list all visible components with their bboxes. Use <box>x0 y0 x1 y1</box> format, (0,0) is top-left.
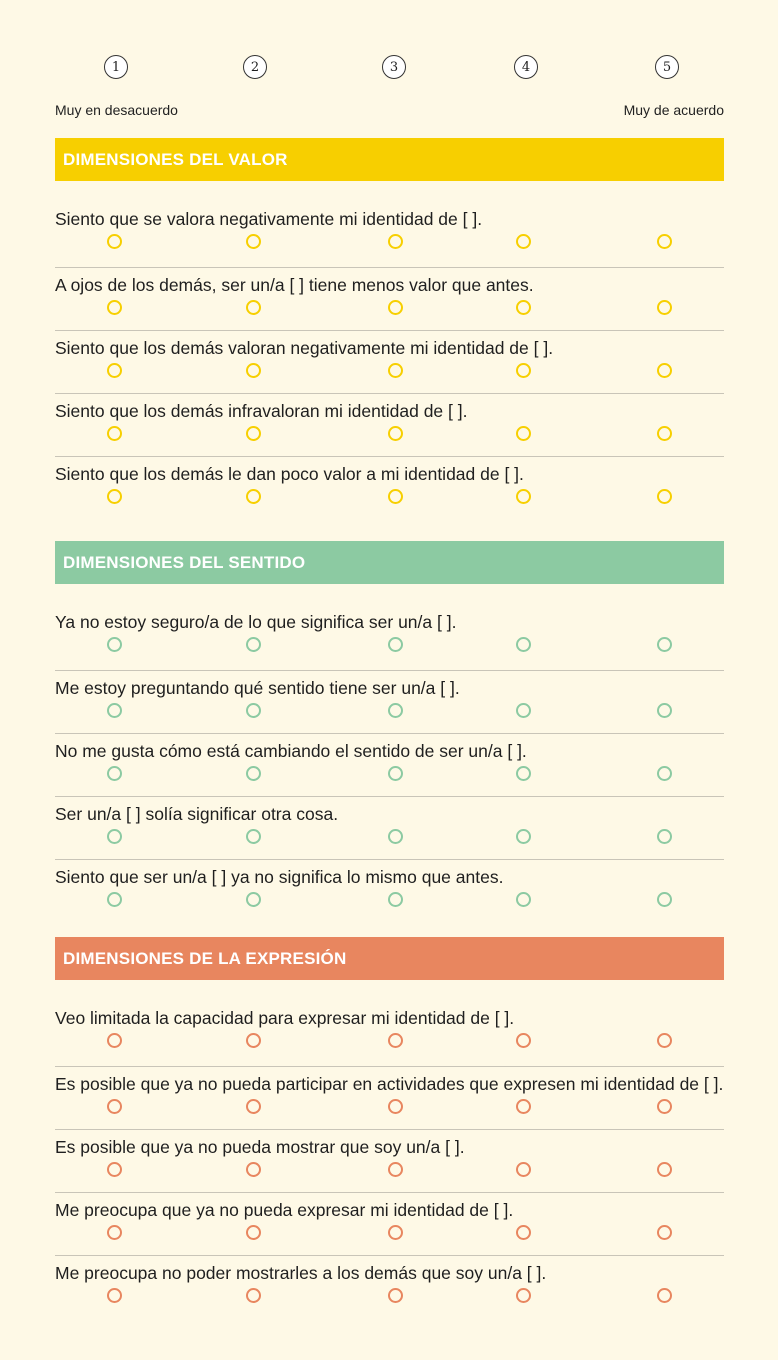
response-radio-4[interactable] <box>516 363 531 378</box>
scale-left-anchor: Muy en desacuerdo <box>55 102 178 118</box>
response-radio-5[interactable] <box>657 234 672 249</box>
response-radio-1[interactable] <box>107 1033 122 1048</box>
scale-point-3: 3 <box>382 55 406 79</box>
response-radio-3[interactable] <box>388 300 403 315</box>
response-radio-4[interactable] <box>516 892 531 907</box>
response-radio-3[interactable] <box>388 426 403 441</box>
question-row <box>55 608 724 670</box>
question-text: Veo limitada la capacidad para expresar mi identidad de [ ]. <box>55 1008 515 1028</box>
response-radio-2[interactable] <box>246 489 261 504</box>
response-radio-3[interactable] <box>388 1099 403 1114</box>
question-row <box>55 859 724 922</box>
response-radio-5[interactable] <box>657 363 672 378</box>
response-radio-3[interactable] <box>388 1162 403 1177</box>
section-3 <box>55 937 724 1318</box>
response-radio-1[interactable] <box>107 637 122 652</box>
section-title: DIMENSIONES DEL SENTIDO <box>55 541 724 584</box>
response-radio-5[interactable] <box>657 1162 672 1177</box>
question-list <box>55 205 724 519</box>
response-radio-4[interactable] <box>516 1033 531 1048</box>
response-radio-4[interactable] <box>516 234 531 249</box>
response-radio-3[interactable] <box>388 637 403 652</box>
response-radio-5[interactable] <box>657 426 672 441</box>
response-radio-2[interactable] <box>246 234 261 249</box>
response-radio-2[interactable] <box>246 892 261 907</box>
response-radio-3[interactable] <box>388 1033 403 1048</box>
section-1 <box>55 138 724 519</box>
response-radio-5[interactable] <box>657 766 672 781</box>
scale-point-1: 1 <box>104 55 128 79</box>
response-radio-1[interactable] <box>107 703 122 718</box>
response-radio-5[interactable] <box>657 637 672 652</box>
response-radio-1[interactable] <box>107 363 122 378</box>
question-row <box>55 267 724 330</box>
response-radio-1[interactable] <box>107 300 122 315</box>
question-text: Me estoy preguntando qué sentido tiene ser un/a [ ]. <box>55 678 460 698</box>
response-radio-4[interactable] <box>516 829 531 844</box>
question-text: Es posible que ya no pueda participar en actividades que expresen mi identidad de [ ]. <box>55 1074 724 1094</box>
question-row <box>55 1004 724 1066</box>
response-radio-1[interactable] <box>107 234 122 249</box>
response-radio-2[interactable] <box>246 1288 261 1303</box>
response-radio-4[interactable] <box>516 703 531 718</box>
section-title: DIMENSIONES DEL VALOR <box>55 138 724 181</box>
question-row <box>55 1192 724 1255</box>
scale-point-4: 4 <box>514 55 538 79</box>
response-radio-3[interactable] <box>388 766 403 781</box>
question-text: Ya no estoy seguro/a de lo que significa ser un/a [ ]. <box>55 612 457 632</box>
question-text: Me preocupa no poder mostrarles a los demás que soy un/a [ ]. <box>55 1263 547 1283</box>
response-radio-2[interactable] <box>246 300 261 315</box>
question-row <box>55 796 724 859</box>
response-radio-2[interactable] <box>246 363 261 378</box>
response-radio-2[interactable] <box>246 637 261 652</box>
response-radio-2[interactable] <box>246 1162 261 1177</box>
question-text: Me preocupa que ya no pueda expresar mi identidad de [ ]. <box>55 1200 514 1220</box>
response-radio-4[interactable] <box>516 1225 531 1240</box>
question-text: A ojos de los demás, ser un/a [ ] tiene menos valor que antes. <box>55 275 534 295</box>
question-text: Siento que los demás infravaloran mi identidad de [ ]. <box>55 401 468 421</box>
response-radio-5[interactable] <box>657 1225 672 1240</box>
response-radio-5[interactable] <box>657 829 672 844</box>
response-radio-3[interactable] <box>388 1288 403 1303</box>
response-radio-5[interactable] <box>657 1288 672 1303</box>
response-radio-1[interactable] <box>107 1225 122 1240</box>
question-text: Siento que ser un/a [ ] ya no significa lo mismo que antes. <box>55 867 504 887</box>
response-radio-2[interactable] <box>246 1099 261 1114</box>
response-radio-3[interactable] <box>388 489 403 504</box>
response-radio-4[interactable] <box>516 300 531 315</box>
section-title: DIMENSIONES DE LA EXPRESIÓN <box>55 937 724 980</box>
response-radio-2[interactable] <box>246 1225 261 1240</box>
response-radio-3[interactable] <box>388 829 403 844</box>
section-2 <box>55 541 724 922</box>
response-radio-4[interactable] <box>516 1099 531 1114</box>
response-radio-5[interactable] <box>657 892 672 907</box>
response-radio-3[interactable] <box>388 892 403 907</box>
response-radio-4[interactable] <box>516 489 531 504</box>
response-radio-1[interactable] <box>107 892 122 907</box>
response-radio-3[interactable] <box>388 1225 403 1240</box>
response-radio-2[interactable] <box>246 829 261 844</box>
question-text: Siento que los demás valoran negativamente mi identidad de [ ]. <box>55 338 554 358</box>
response-radio-4[interactable] <box>516 1162 531 1177</box>
question-text: Siento que los demás le dan poco valor a mi identidad de [ ]. <box>55 464 524 484</box>
response-radio-5[interactable] <box>657 489 672 504</box>
response-radio-5[interactable] <box>657 1099 672 1114</box>
scale-right-anchor: Muy de acuerdo <box>623 102 724 118</box>
question-row <box>55 1129 724 1192</box>
question-row <box>55 456 724 519</box>
response-radio-2[interactable] <box>246 1033 261 1048</box>
question-text: Es posible que ya no pueda mostrar que soy un/a [ ]. <box>55 1137 465 1157</box>
question-row <box>55 393 724 456</box>
response-radio-1[interactable] <box>107 489 122 504</box>
scale-point-5: 5 <box>655 55 679 79</box>
response-radio-2[interactable] <box>246 703 261 718</box>
question-row <box>55 330 724 393</box>
question-list <box>55 1004 724 1318</box>
question-text: No me gusta cómo está cambiando el sentido de ser un/a [ ]. <box>55 741 527 761</box>
response-radio-1[interactable] <box>107 766 122 781</box>
response-radio-1[interactable] <box>107 1288 122 1303</box>
question-row <box>55 205 724 267</box>
question-row <box>55 670 724 733</box>
response-radio-4[interactable] <box>516 1288 531 1303</box>
response-radio-3[interactable] <box>388 234 403 249</box>
question-row <box>55 1255 724 1318</box>
scale-point-2: 2 <box>243 55 267 79</box>
response-radio-1[interactable] <box>107 426 122 441</box>
response-radio-4[interactable] <box>516 766 531 781</box>
response-radio-5[interactable] <box>657 1033 672 1048</box>
response-radio-2[interactable] <box>246 766 261 781</box>
response-radio-5[interactable] <box>657 300 672 315</box>
response-radio-1[interactable] <box>107 1099 122 1114</box>
response-radio-5[interactable] <box>657 703 672 718</box>
question-text: Ser un/a [ ] solía significar otra cosa. <box>55 804 339 824</box>
response-radio-3[interactable] <box>388 363 403 378</box>
question-row <box>55 733 724 796</box>
question-list <box>55 608 724 922</box>
response-radio-2[interactable] <box>246 426 261 441</box>
question-text: Siento que se valora negativamente mi identidad de [ ]. <box>55 209 483 229</box>
likert-scale-header <box>0 55 778 81</box>
response-radio-4[interactable] <box>516 637 531 652</box>
response-radio-1[interactable] <box>107 829 122 844</box>
response-radio-3[interactable] <box>388 703 403 718</box>
question-row <box>55 1066 724 1129</box>
response-radio-1[interactable] <box>107 1162 122 1177</box>
response-radio-4[interactable] <box>516 426 531 441</box>
